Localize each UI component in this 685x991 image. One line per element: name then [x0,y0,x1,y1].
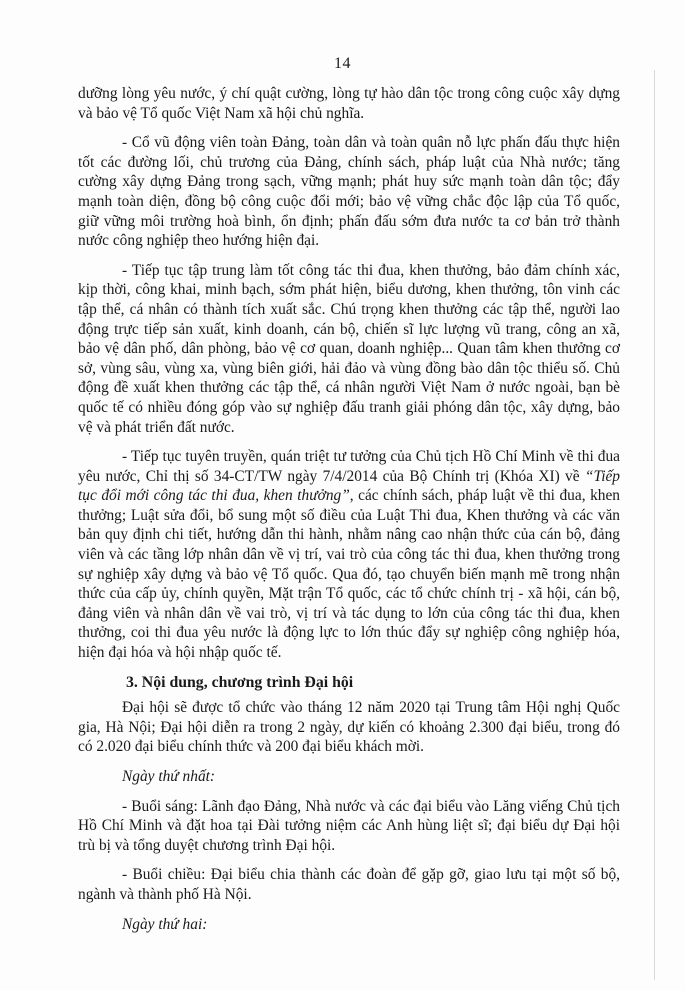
day-one-label: Ngày thứ nhất: [122,768,216,785]
paragraph-afternoon: - Buổi chiều: Đại biểu chia thành các đoàn để gặp gỡ, giao lưu tại một số bộ, ngành và thành phố Hà Nội. [78,866,620,903]
paragraph-continuation: dưỡng lòng yêu nước, ý chí quật cường, lòng tự hào dân tộc trong công cuộc xây dựng và bảo vệ Tổ quốc Việt Nam xã hội chủ nghĩa. [78,85,620,122]
scan-edge-line [654,70,655,980]
propaganda-text-before: - Tiếp tục tuyên truyền, quán triệt tư tưởng của Chủ tịch Hồ Chí Minh về thi đua yêu nước, Chỉ thị số 34-CT/TW ngày 7/4/2014 của Bộ Chính trị (Khóa XI) về [78,448,620,485]
propaganda-text-after: , các chính sách, pháp luật về thi đua, khen thưởng; Luật sửa đổi, bổ sung một số điều của Luật Thi đua, Khen thưởng và các văn bản quy định chi tiết, hướng dẫn thi hành, nhằm nâng cao nhận thức của cán bộ, đảng viên và các tầng lớp nhân dân về vị trí, vai trò của công tác thi đua, khen thưởng trong sự nghiệp xây dựng và bảo vệ Tổ quốc. Qua đó, tạo chuyển biến mạnh mẽ trong nhận thức của cấp ủy, chính quyền, Mặt trận Tổ quốc, các tổ chức chính trị - xã hội, cán bộ, đảng viên và nhân dân về vai trò, vị trí và tác dụng to lớn của công tác thi đua, khen thưởng, coi thi đua yêu nước là động lực to lớn thúc đẩy sự nghiệp công nghiệp hóa, hiện đại hóa và hội nhập quốc tế. [78,487,620,662]
directive-title: “Tiếp tục đổi mới công tác thi đua, khen thưởng” [78,467,620,505]
page-number: 14 [334,55,351,72]
section-heading-3: 3. Nội dung, chương trình Đại hội [126,673,354,691]
paragraph-morning: - Buổi sáng: Lãnh đạo Đảng, Nhà nước và các đại biểu vào Lăng viếng Chủ tịch Hồ Chí Minh và đặt hoa tại Đài tưởng niệm các Anh hùng liệt sĩ; đại biểu dự Đại hội trù bị và tổng duyệt chương trình Đại hội. [78,797,620,854]
paragraph-propaganda [78,447,620,663]
paragraph-congress-info: Đại hội sẽ được tổ chức vào tháng 12 năm 2020 tại Trung tâm Hội nghị Quốc gia, Hà Nội; Đại hội diễn ra trong 2 ngày, dự kiến có khoảng 2.300 đại biểu, trong đó có 2.020 đại biểu chính thức và 200 đại biểu khách mời. [78,699,620,756]
paragraph-emulation-reward: - Tiếp tục tập trung làm tốt công tác thi đua, khen thưởng, bảo đảm chính xác, kịp thời, công khai, minh bạch, sớm phát hiện, biểu dương, khen thưởng, tôn vinh các tập thể, cá nhân có thành tích xuất sắc. Chú trọng khen thưởng các tập thể, người lao động trực tiếp sản xuất, kinh doanh, cán bộ, chiến sĩ lực lượng vũ trang, công an xã, bảo vệ dân phố, dân phòng, bảo vệ cơ quan, doanh nghiệp... Quan tâm khen thưởng cơ sở, vùng sâu, vùng xa, vùng biên giới, hải đảo và vùng đồng bào dân tộc thiểu số. Chủ động đề xuất khen thưởng các tập thể, cá nhân người Việt Nam ở nước ngoài, bạn bè quốc tế có nhiều đóng góp vào sự nghiệp đấu tranh giải phóng dân tộc, xây dựng, bảo vệ và phát triển đất nước. [78,261,620,436]
document-body [78,84,620,944]
paragraph-encourage: - Cổ vũ động viên toàn Đảng, toàn dân và toàn quân nỗ lực phấn đấu thực hiện tốt các đường lối, chủ trương của Đảng, chính sách, pháp luật của Nhà nước; tăng cường xây dựng Đảng trong sạch, vững mạnh; phát huy sức mạnh toàn dân tộc; đẩy mạnh toàn diện, đồng bộ công cuộc đổi mới; bảo vệ vững chắc độc lập của Tổ quốc, giữ vững môi trường hoà bình, ổn định; phấn đấu sớm đưa nước ta cơ bản trở thành nước công nghiệp theo hướng hiện đại. [78,134,620,250]
day-two-label: Ngày thứ hai: [122,915,208,933]
